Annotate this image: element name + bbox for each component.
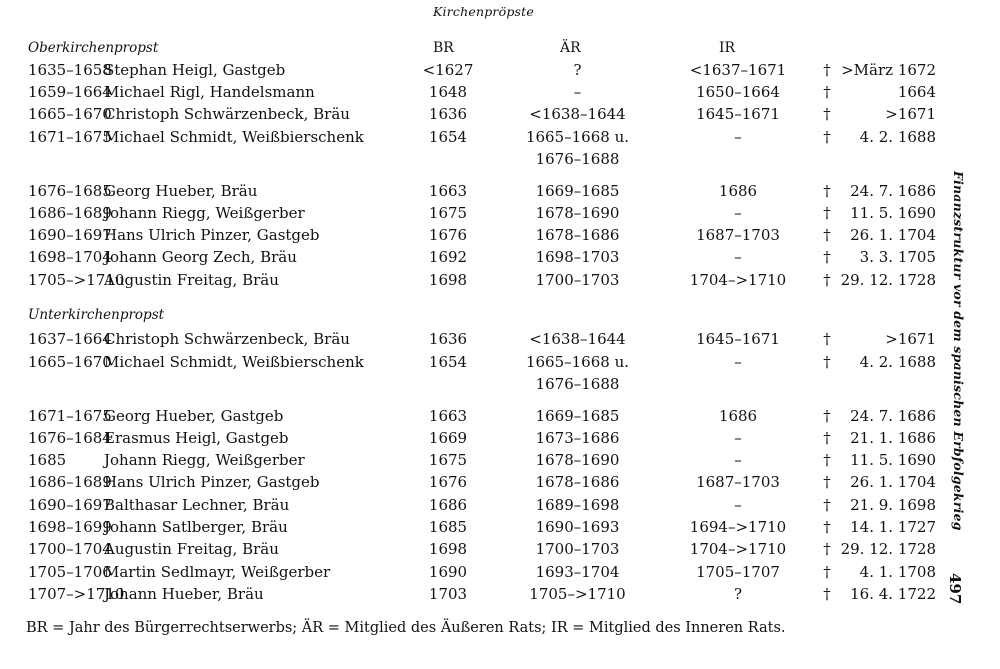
- cell-years: 1698–1704: [28, 248, 112, 266]
- cell-name: Michael Schmidt, Weißbierschenk: [104, 128, 364, 146]
- cell-years: 1635–1658: [28, 61, 112, 79]
- cross-symbol: †: [823, 407, 831, 425]
- cell-death: >März 1672: [841, 61, 936, 79]
- cell-name: Johann Georg Zech, Bräu: [104, 248, 297, 266]
- cell-name: Johann Riegg, Weißgerber: [104, 451, 305, 469]
- cell-ar: 1669–1685: [535, 182, 620, 200]
- cell-name: Hans Ulrich Pinzer, Gastgeb: [104, 226, 320, 244]
- table-row: [0, 584, 960, 604]
- table-row: [0, 329, 960, 349]
- cell-name: Martin Sedlmayr, Weißgerber: [104, 563, 331, 581]
- cell-ir: <1637–1671: [689, 61, 787, 79]
- cell-death: 11. 5. 1690: [850, 451, 936, 469]
- cell-ar: 1665–1668 u.: [525, 128, 630, 146]
- table-row: [0, 225, 960, 245]
- cell-br: 1686: [428, 496, 468, 514]
- cell-br: 1669: [428, 429, 468, 447]
- cell-death: 26. 1. 1704: [850, 226, 936, 244]
- cell-name: Johann Hueber, Bräu: [104, 585, 264, 603]
- cross-symbol: †: [823, 226, 831, 244]
- cell-years: 1705–>1710: [28, 271, 125, 289]
- cell-death: 29. 12. 1728: [840, 271, 936, 289]
- cell-death: 24. 7. 1686: [850, 182, 936, 200]
- cell-ir: –: [734, 353, 742, 371]
- cell-death: 24. 7. 1686: [850, 407, 936, 425]
- cell-ar: 1689–1698: [535, 496, 620, 514]
- table-row: [0, 562, 960, 582]
- cell-ar: 1669–1685: [535, 407, 620, 425]
- cell-ir: –: [734, 248, 742, 266]
- cell-ar: 1673–1686: [535, 429, 620, 447]
- cell-death: 21. 1. 1686: [850, 429, 936, 447]
- cell-br: 1663: [428, 182, 468, 200]
- table-row: [0, 181, 960, 201]
- cell-death: 14. 1. 1727: [850, 518, 936, 536]
- cross-symbol: †: [823, 585, 831, 603]
- cell-ir: 1687–1703: [696, 226, 780, 244]
- table-row: [0, 127, 960, 147]
- cell-ir: 1645–1671: [696, 330, 780, 348]
- cell-ar-continuation: 1676–1688: [535, 375, 620, 393]
- cell-br: 1690: [428, 563, 468, 581]
- cross-symbol: †: [823, 248, 831, 266]
- cross-symbol: †: [823, 128, 831, 146]
- cell-death: 4. 2. 1688: [859, 353, 936, 371]
- cell-br: 1654: [428, 128, 468, 146]
- cell-ir: 1694–>1710: [689, 518, 787, 536]
- column-header-ar: ÄR: [560, 40, 581, 56]
- section-title-unter: Unterkirchenpropst: [28, 307, 165, 323]
- cross-symbol: †: [823, 451, 831, 469]
- cell-ir: 1650–1664: [696, 83, 780, 101]
- cross-symbol: †: [823, 429, 831, 447]
- table-row: [0, 450, 960, 470]
- cell-ar: 1690–1693: [535, 518, 620, 536]
- cell-years: 1705–1706: [28, 563, 112, 581]
- cell-br: 1636: [428, 105, 468, 123]
- cell-name: Hans Ulrich Pinzer, Gastgeb: [104, 473, 320, 491]
- cross-symbol: †: [823, 83, 831, 101]
- cell-br: 1648: [428, 83, 468, 101]
- cell-death: 11. 5. 1690: [850, 204, 936, 222]
- cross-symbol: †: [823, 540, 831, 558]
- page-number: 497: [946, 573, 964, 605]
- table-row: [0, 247, 960, 267]
- cross-symbol: †: [823, 61, 831, 79]
- table-row: [0, 60, 960, 80]
- table-row: [0, 104, 960, 124]
- cell-death: 1664: [897, 83, 936, 101]
- cell-years: 1707–>1710: [28, 585, 125, 603]
- cell-ar: 1678–1690: [535, 451, 620, 469]
- table-row: [0, 428, 960, 448]
- cell-ar: –: [573, 83, 582, 101]
- cell-years: 1637–1664: [28, 330, 112, 348]
- cross-symbol: †: [823, 518, 831, 536]
- column-header-br: BR: [433, 40, 454, 56]
- cell-years: 1671–1675: [28, 128, 112, 146]
- cell-years: 1685: [28, 451, 67, 469]
- cross-symbol: †: [823, 330, 831, 348]
- cell-years: 1665–1670: [28, 105, 112, 123]
- cell-ar: 1705–>1710: [529, 585, 626, 603]
- cell-br: 1675: [428, 451, 468, 469]
- cell-br: 1663: [428, 407, 468, 425]
- footnote: BR = Jahr des Bürgerrechtserwerbs; ÄR = Mitglied des Äußeren Rats; IR = Mitglied des Inneren Rats.: [26, 620, 786, 636]
- table-row: [0, 517, 960, 537]
- cross-symbol: †: [823, 105, 831, 123]
- cell-name: Stephan Heigl, Gastgeb: [104, 61, 286, 79]
- cell-death: 21. 9. 1698: [850, 496, 936, 514]
- table-row: [0, 495, 960, 515]
- cell-ir: 1645–1671: [696, 105, 780, 123]
- cell-name: Georg Hueber, Gastgeb: [104, 407, 284, 425]
- cell-name: Erasmus Heigl, Gastgeb: [104, 429, 289, 447]
- cell-ir: 1705–1707: [696, 563, 780, 581]
- table-row: [0, 270, 960, 290]
- cell-ar: 1665–1668 u.: [525, 353, 630, 371]
- cross-symbol: †: [823, 182, 831, 200]
- table-row: [0, 539, 960, 559]
- cell-death: 3. 3. 1705: [859, 248, 936, 266]
- side-title: Finanzstruktur vor dem spanischen Erbfolgekrieg: [951, 171, 966, 531]
- cell-name: Christoph Schwärzenbeck, Bräu: [104, 105, 350, 123]
- cell-ar: <1638–1644: [529, 105, 626, 123]
- cell-years: 1659–1664: [28, 83, 112, 101]
- cell-ar: 1698–1703: [535, 248, 620, 266]
- table-row: [0, 352, 960, 372]
- cell-br: 1676: [428, 473, 468, 491]
- cell-death: 26. 1. 1704: [850, 473, 936, 491]
- running-head: Kirchenpröpste: [433, 4, 534, 19]
- cell-name: Michael Rigl, Handelsmann: [104, 83, 315, 101]
- cell-ir: –: [734, 496, 742, 514]
- cell-years: 1686–1689: [28, 473, 112, 491]
- cell-ar: ?: [573, 61, 582, 79]
- cross-symbol: †: [823, 473, 831, 491]
- table-row: [0, 406, 960, 426]
- cell-ir: ?: [733, 585, 743, 603]
- cell-ar: 1693–1704: [535, 563, 620, 581]
- cell-br: 1636: [428, 330, 468, 348]
- cell-years: 1690–1697: [28, 496, 112, 514]
- cell-ir: –: [734, 204, 742, 222]
- cell-ar: <1638–1644: [529, 330, 626, 348]
- cell-ir: –: [734, 451, 742, 469]
- cell-br: 1675: [428, 204, 468, 222]
- cell-ir: 1686: [718, 407, 758, 425]
- cell-death: >1671: [885, 330, 936, 348]
- cross-symbol: †: [823, 271, 831, 289]
- cell-br: 1692: [428, 248, 468, 266]
- section-title-ober: Oberkirchenpropst: [28, 40, 159, 56]
- cell-name: Christoph Schwärzenbeck, Bräu: [104, 330, 350, 348]
- cell-ir: –: [734, 429, 742, 447]
- cell-death: 29. 12. 1728: [840, 540, 936, 558]
- cell-br: 1698: [428, 271, 468, 289]
- cell-ir: 1686: [718, 182, 758, 200]
- table-row: [0, 203, 960, 223]
- cell-years: 1700–1704: [28, 540, 112, 558]
- cell-death: 4. 1. 1708: [859, 563, 936, 581]
- cell-br: 1698: [428, 540, 468, 558]
- cross-symbol: †: [823, 204, 831, 222]
- cell-death: >1671: [885, 105, 936, 123]
- cross-symbol: †: [823, 353, 831, 371]
- table-row: [0, 82, 960, 102]
- cell-death: 4. 2. 1688: [859, 128, 936, 146]
- cell-ir: 1687–1703: [696, 473, 780, 491]
- cell-death: 16. 4. 1722: [850, 585, 936, 603]
- cell-name: Balthasar Lechner, Bräu: [104, 496, 290, 514]
- cell-name: Johann Satlberger, Bräu: [104, 518, 288, 536]
- cell-br: 1685: [428, 518, 468, 536]
- cell-ar: 1678–1690: [535, 204, 620, 222]
- cell-ar: 1700–1703: [535, 271, 620, 289]
- cross-symbol: †: [823, 563, 831, 581]
- cell-years: 1676–1685: [28, 182, 112, 200]
- cell-name: Michael Schmidt, Weißbierschenk: [104, 353, 364, 371]
- cell-br: 1676: [428, 226, 468, 244]
- cell-ar: 1678–1686: [535, 226, 620, 244]
- column-header-ir: IR: [719, 40, 736, 56]
- cell-ir: 1704–>1710: [689, 540, 787, 558]
- cell-ir: –: [734, 128, 742, 146]
- cell-years: 1698–1699: [28, 518, 112, 536]
- cell-br: <1627: [422, 61, 474, 79]
- cell-name: Johann Riegg, Weißgerber: [104, 204, 305, 222]
- cell-ar: 1678–1686: [535, 473, 620, 491]
- cell-name: Augustin Freitag, Bräu: [104, 540, 279, 558]
- cell-br: 1703: [428, 585, 468, 603]
- cell-years: 1671–1675: [28, 407, 112, 425]
- cell-ar: 1700–1703: [535, 540, 620, 558]
- cell-name: Georg Hueber, Bräu: [104, 182, 258, 200]
- cell-ar-continuation: 1676–1688: [535, 150, 620, 168]
- cross-symbol: †: [823, 496, 831, 514]
- cell-name: Augustin Freitag, Bräu: [104, 271, 279, 289]
- cell-br: 1654: [428, 353, 468, 371]
- cell-years: 1690–1697: [28, 226, 112, 244]
- cell-years: 1676–1684: [28, 429, 112, 447]
- cell-years: 1665–1670: [28, 353, 112, 371]
- cell-years: 1686–1689: [28, 204, 112, 222]
- cell-ir: 1704–>1710: [689, 271, 787, 289]
- table-row: [0, 472, 960, 492]
